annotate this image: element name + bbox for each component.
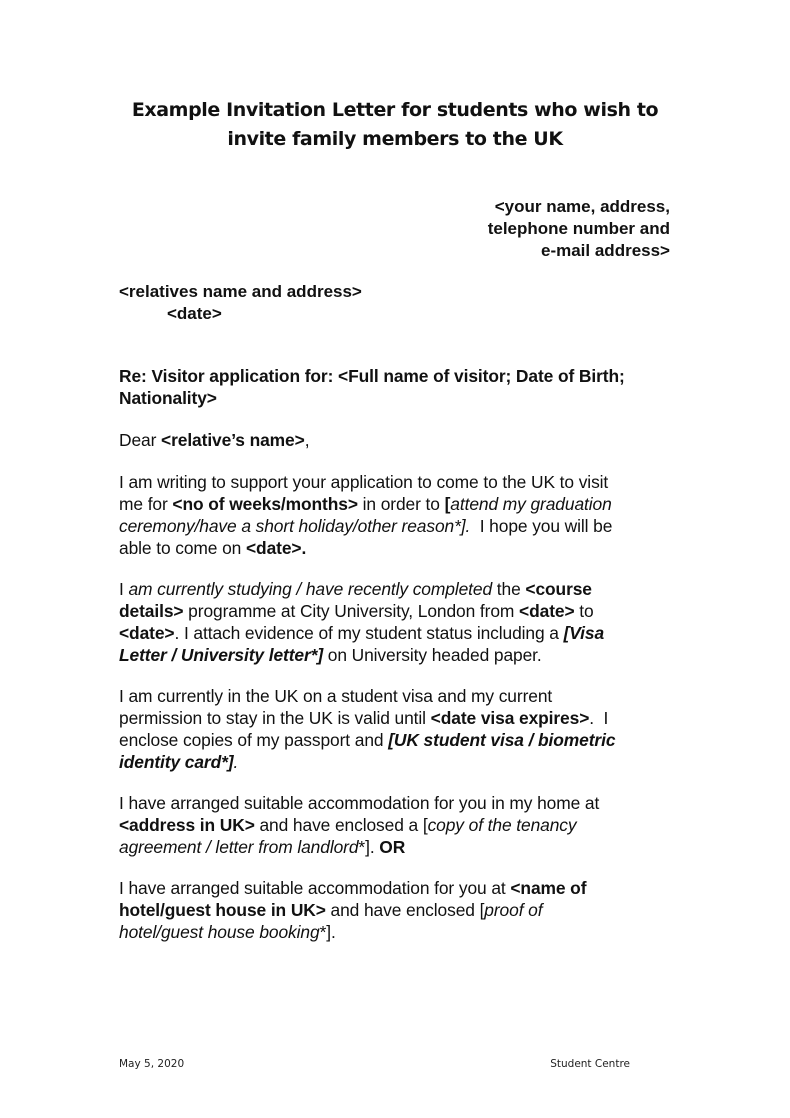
p1-reason-italic: ceremony/have a short holiday/other reason*]. — [119, 516, 471, 536]
p4-tenancy-italic: copy of the tenancy — [427, 815, 577, 835]
p3-documents-bold-italic: identity card*] — [119, 752, 234, 772]
p2-date-placeholder: <date> — [119, 623, 175, 643]
sender-line-2: telephone number and — [487, 219, 670, 238]
p5-hotel-placeholder: <name of — [510, 878, 587, 898]
p2-text: . I attach evidence of my student status including a — [174, 623, 564, 643]
p2-course-placeholder: details> — [119, 601, 184, 621]
sender-address-block — [488, 196, 670, 262]
p2-text: on University headed paper. — [323, 645, 542, 665]
p1-text: in order to — [357, 494, 445, 514]
p1-reason-italic: attend my graduation — [450, 494, 612, 514]
paragraph-visa-status — [119, 685, 679, 773]
p2-text: programme at City University, London from — [183, 601, 520, 621]
paragraph-purpose — [119, 471, 679, 559]
letter-date: <date> — [167, 304, 222, 323]
p5-hotel-placeholder: hotel/guest house in UK> — [119, 900, 326, 920]
subject-line — [119, 365, 679, 409]
p3-visa-expiry-placeholder: <date visa expires> — [430, 708, 590, 728]
p2-text: to — [574, 601, 594, 621]
paragraph-accommodation-home — [119, 792, 679, 858]
paragraph-accommodation-hotel — [119, 877, 679, 943]
p5-booking-italic: hotel/guest house booking — [119, 922, 320, 942]
salutation-suffix: , — [304, 430, 310, 450]
p4-text: and have enclosed a [ — [254, 815, 428, 835]
p1-duration-placeholder: <no of weeks/months> — [172, 494, 358, 514]
p4-tenancy-italic: agreement / letter from landlord — [119, 837, 359, 857]
p2-evidence-bold-italic: [Visa — [563, 623, 605, 643]
p4-text: *]. — [358, 837, 380, 857]
p3-text: . I — [589, 708, 609, 728]
p2-date-placeholder: <date> — [519, 601, 575, 621]
p4-address-placeholder: <address in UK> — [119, 815, 255, 835]
recipient-name-address: <relatives name and address> — [119, 282, 362, 301]
p5-booking-italic: proof of — [484, 900, 543, 920]
title-line-1: Example Invitation Letter for students who wish to — [131, 99, 659, 121]
p3-text: permission to stay in the UK is valid until — [119, 708, 431, 728]
salutation — [119, 429, 679, 451]
p1-text: able to come on — [119, 538, 246, 558]
recipient-block — [119, 281, 362, 325]
p1-bracket: [ — [444, 494, 451, 514]
p2-evidence-bold-italic: Letter / University letter*] — [119, 645, 324, 665]
p5-text: *]. — [319, 922, 336, 942]
salutation-name: <relative’s name> — [161, 430, 305, 450]
p2-text: the — [492, 579, 526, 599]
p5-text: and have enclosed [ — [325, 900, 485, 920]
sender-line-3: e-mail address> — [541, 241, 670, 260]
footer-date: May 5, 2020 — [119, 1058, 185, 1070]
sender-line-1: <your name, address, — [494, 197, 670, 216]
p3-text: enclose copies of my passport and — [119, 730, 389, 750]
paragraph-study-status — [119, 578, 679, 666]
p3-text: . — [233, 752, 239, 772]
footer-department: Student Centre — [550, 1058, 630, 1070]
p1-text: I hope you will be — [470, 516, 613, 536]
p2-status-italic: am currently studying / have recently completed — [128, 579, 493, 599]
document-title — [100, 96, 690, 154]
p1-text: me for — [119, 494, 173, 514]
p2-text: I — [119, 579, 129, 599]
salutation-prefix: Dear — [119, 430, 162, 450]
p1-date-placeholder: <date>. — [245, 538, 307, 558]
p4-or-keyword: OR — [379, 837, 406, 857]
subject-line-1: Re: Visitor application for: <Full name of visitor; Date of Birth; — [119, 366, 625, 386]
p2-course-placeholder: <course — [525, 579, 592, 599]
title-line-2: invite family members to the UK — [227, 128, 563, 150]
p4-line-1: I have arranged suitable accommodation for you in my home at — [119, 793, 600, 813]
subject-line-2: Nationality> — [119, 388, 217, 408]
p1-line-1: I am writing to support your application to come to the UK to visit — [119, 472, 609, 492]
p3-line-1: I am currently in the UK on a student visa and my current — [119, 686, 553, 706]
p3-documents-bold-italic: [UK student visa / biometric — [388, 730, 616, 750]
p5-text: I have arranged suitable accommodation for you at — [119, 878, 511, 898]
